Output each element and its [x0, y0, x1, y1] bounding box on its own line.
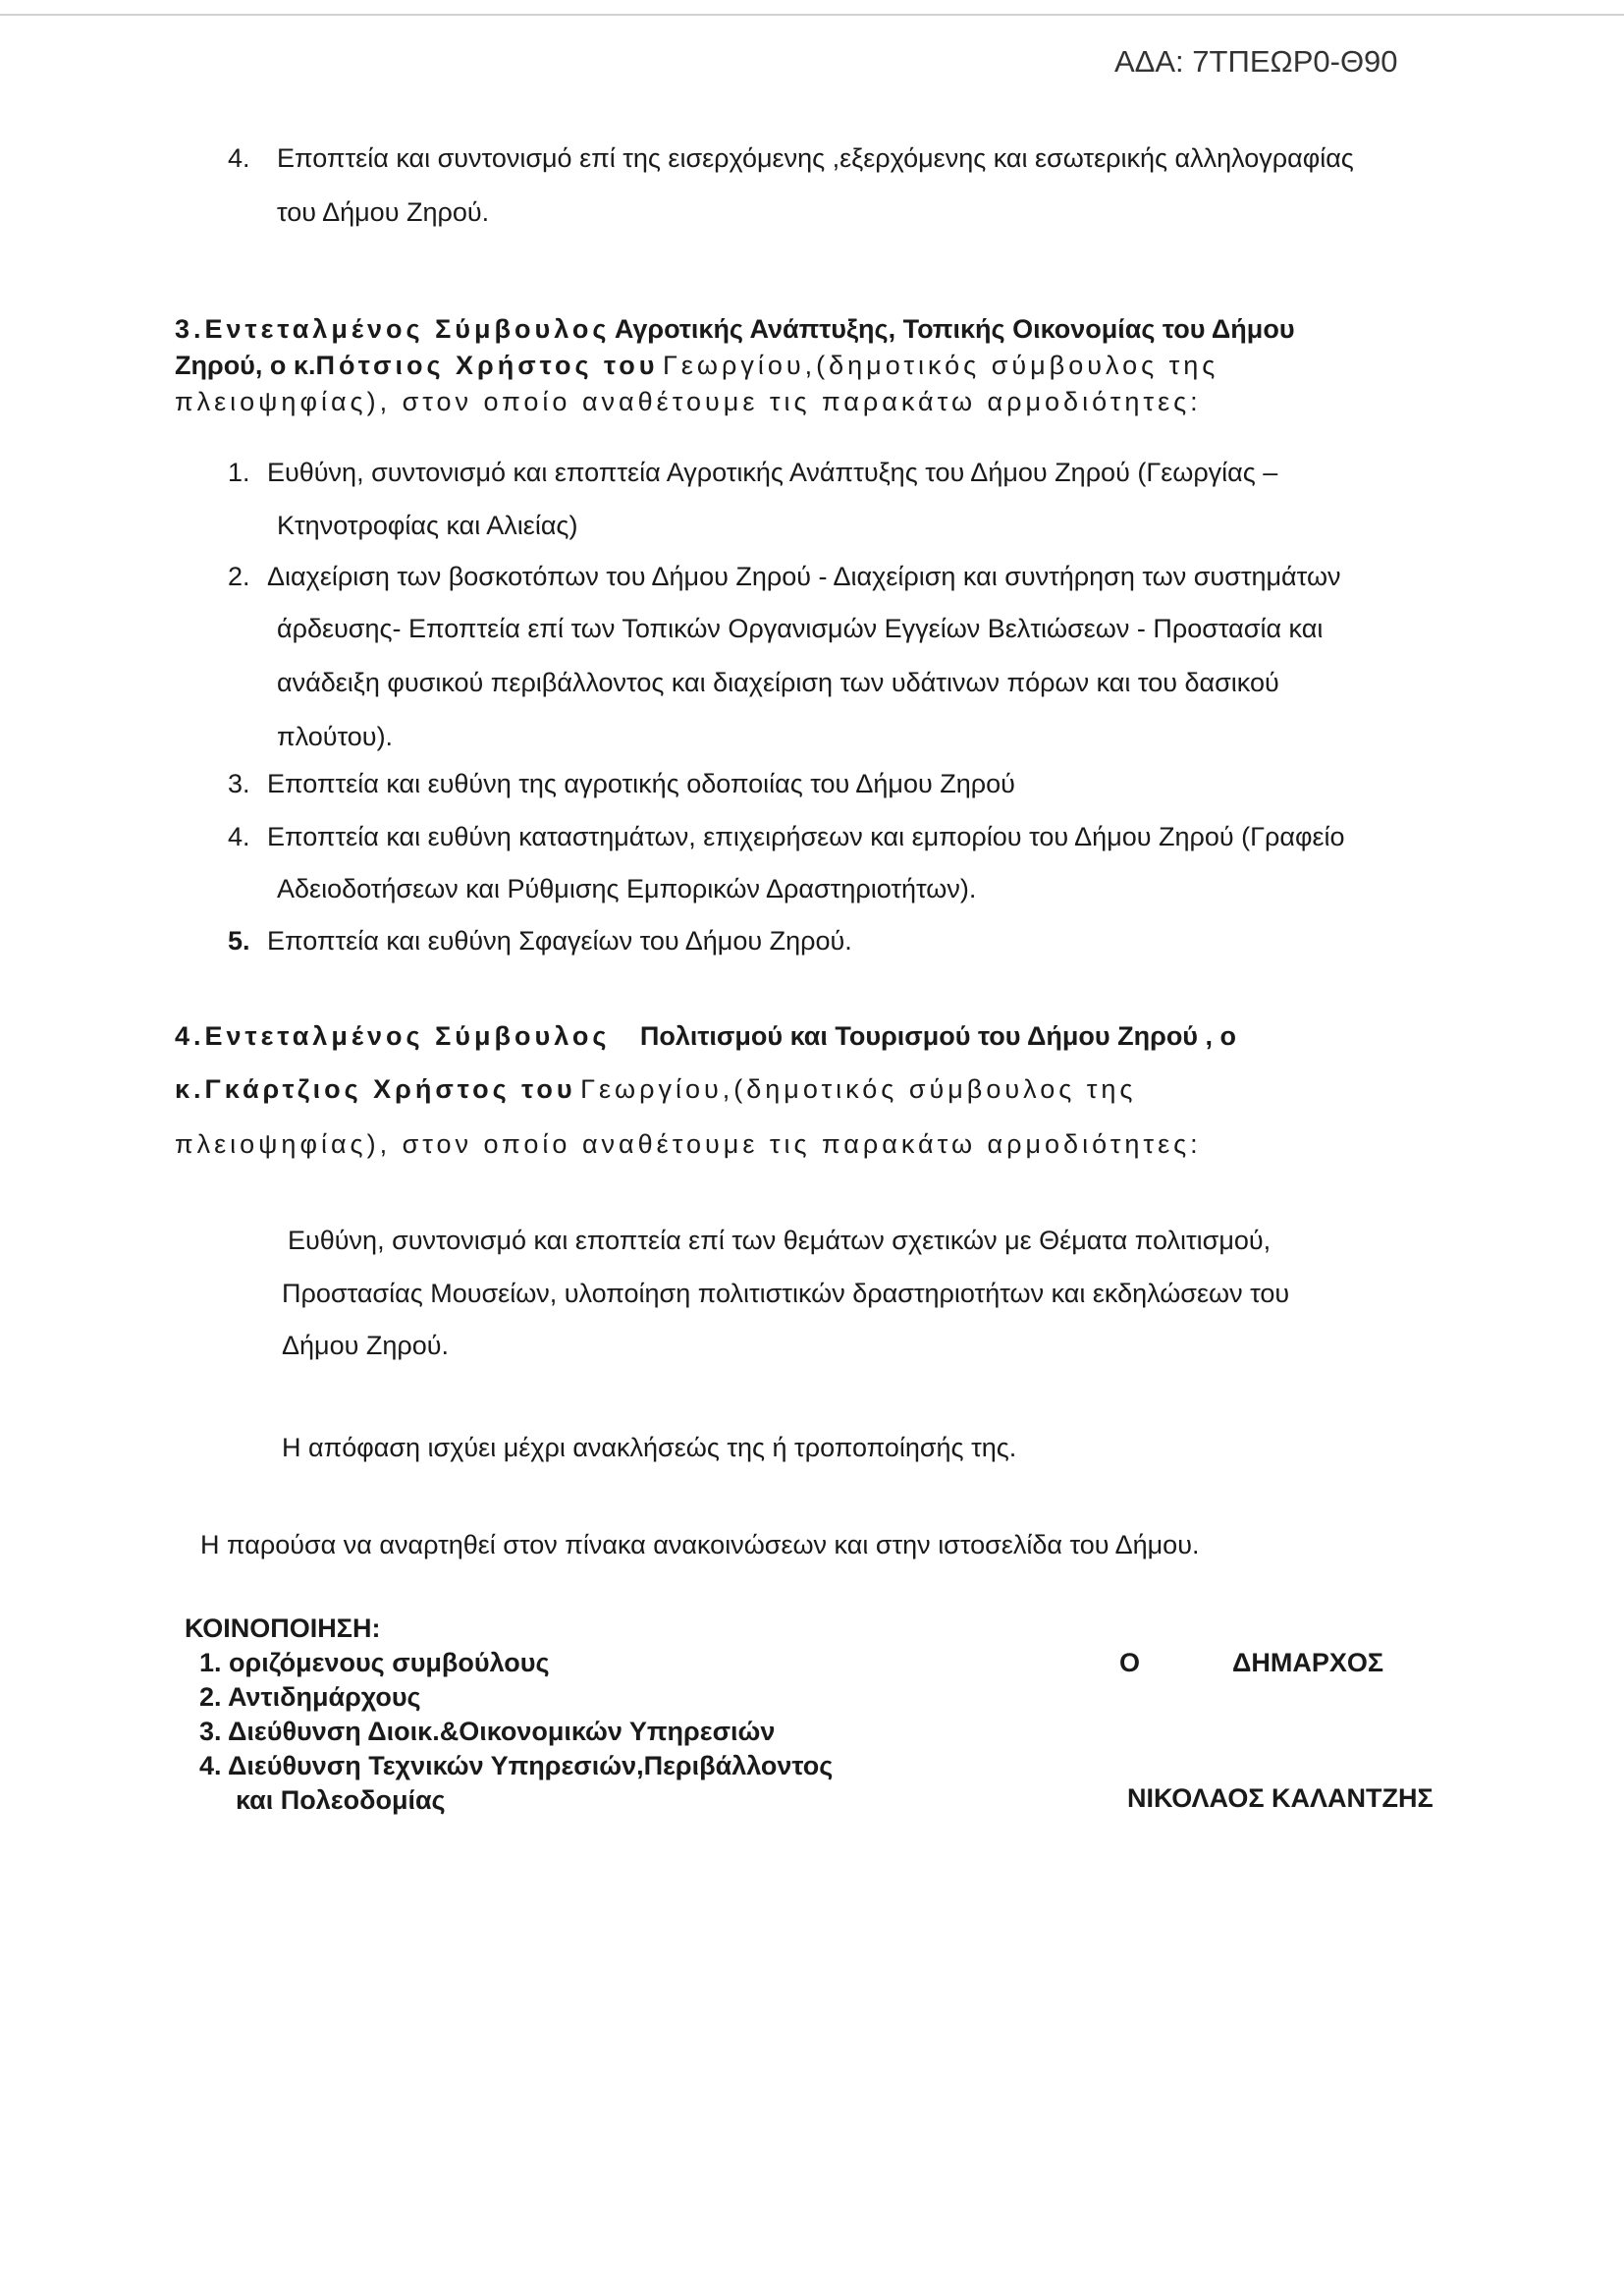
- signature-article: Ο: [1119, 1648, 1141, 1677]
- list-item: [228, 769, 1015, 799]
- section3-councillor-role: Γεωργίου,(δημοτικός σύμβουλος της: [662, 351, 1219, 380]
- section3-heading-prefix: 3.Εντεταλμένος Σύμβουλος: [175, 314, 611, 344]
- list-item-continuation: άρδευσης- Εποπτεία επί των Τοπικών Οργανισμών Εγγείων Βελτιώσεων - Προστασία και: [277, 614, 1324, 643]
- list-item-number: 2.: [228, 562, 250, 591]
- notification-title: ΚΟΙΝΟΠΟΙΗΣΗ:: [185, 1613, 381, 1643]
- section4-paragraph-line-1: Ευθύνη, συντονισμό και εποπτεία επί των θεμάτων σχετικών με Θέματα πολιτισμού,: [288, 1226, 1272, 1255]
- section4-heading-line-3: πλειοψηφίας), στον οποίο αναθέτουμε τις παρακάτω αρμοδιότητες:: [175, 1129, 1202, 1159]
- list-item-text: Εποπτεία και ευθύνη της αγροτικής οδοποιίας του Δήμου Ζηρού: [267, 769, 1015, 798]
- notification-item: 4. Διεύθυνση Τεχνικών Υπηρεσιών,Περιβάλλοντος: [199, 1751, 834, 1780]
- section3-councillor-name: Πότσιος Χρήστος του: [315, 351, 659, 380]
- section4-paragraph-line-3: Δήμου Ζηρού.: [282, 1331, 450, 1360]
- section3-heading-title: Αγροτικής Ανάπτυξης, Τοπικής Οικονομίας του Δήμου: [614, 314, 1295, 344]
- list-item-text: Εποπτεία και ευθύνη καταστημάτων, επιχειρήσεων και εμπορίου του Δήμου Ζηρού (Γραφείο: [267, 822, 1345, 851]
- list-item-number: 1.: [228, 458, 250, 487]
- list-item-continuation: πλούτου).: [277, 722, 394, 751]
- list-item-number: 3.: [228, 769, 250, 798]
- section4-heading-title: Πολιτισμού και Τουρισμού του Δήμου Ζηρού , ο: [639, 1021, 1237, 1051]
- section3-heading-prefix-2: Ζηρού, ο κ.: [175, 351, 316, 380]
- list-item-text: Ευθύνη, συντονισμό και εποπτεία Αγροτικής Ανάπτυξης του Δήμου Ζηρού (Γεωργίας –: [267, 458, 1278, 487]
- list-item-continuation: ανάδειξη φυσικού περιβάλλοντος και διαχείριση των υδάτινων πόρων και του δασικού: [277, 668, 1279, 697]
- posting-statement: Η παρούσα να αναρτηθεί στον πίνακα ανακοινώσεων και στην ιστοσελίδα του Δήμου.: [200, 1530, 1200, 1559]
- section3-heading-line-1: [175, 316, 1295, 343]
- scan-edge-line: [0, 14, 1624, 16]
- list-item: [228, 562, 1341, 592]
- top-item-line-2: του Δήμου Ζηρού.: [277, 197, 490, 227]
- section4-paragraph-line-2: Προστασίας Μουσείων, υλοποίηση πολιτιστικών δραστηριοτήτων και εκδηλώσεων του: [282, 1279, 1290, 1308]
- signature-name: ΝΙΚΟΛΑΟΣ ΚΑΛΑΝΤΖΗΣ: [1127, 1783, 1434, 1813]
- section4-councillor-name: κ.Γκάρτζιος Χρήστος του: [175, 1074, 576, 1104]
- notification-item-continuation: και Πολεοδομίας: [236, 1785, 446, 1815]
- list-item: [228, 926, 852, 957]
- section4-councillor-role: Γεωργίου,(δημοτικός σύμβουλος της: [580, 1074, 1137, 1104]
- list-item-number: 4.: [228, 822, 250, 851]
- section4-heading-line-1: [175, 1023, 1236, 1050]
- signature-title: ΔΗΜΑΡΧΟΣ: [1232, 1648, 1384, 1677]
- list-item-number: 5.: [228, 926, 250, 956]
- notification-item: 1. οριζόμενους συμβούλους: [199, 1648, 550, 1677]
- list-item: [228, 458, 1277, 488]
- section4-heading-prefix: 4.Εντεταλμένος Σύμβουλος: [175, 1021, 611, 1051]
- section3-heading-line-2: [175, 353, 1218, 379]
- section4-heading-line-2: [175, 1076, 1136, 1103]
- list-item-text: Εποπτεία και ευθύνη Σφαγείων του Δήμου Ζηρού.: [267, 926, 852, 956]
- list-item-continuation: Κτηνοτροφίας και Αλιείας): [277, 511, 578, 540]
- validity-statement: Η απόφαση ισχύει μέχρι ανακλήσεώς της ή τροποποίησής της.: [282, 1433, 1017, 1462]
- top-item-number: 4.: [228, 143, 250, 173]
- section3-heading-line-3: πλειοψηφίας), στον οποίο αναθέτουμε τις παρακάτω αρμοδιότητες:: [175, 387, 1202, 416]
- list-item-continuation: Αδειοδοτήσεων και Ρύθμισης Εμπορικών Δραστηριοτήτων).: [277, 874, 977, 903]
- top-item-line-1: Εποπτεία και συντονισμό επί της εισερχόμενης ,εξερχόμενης και εσωτερικής αλληλογραφίας: [277, 143, 1354, 173]
- notification-item: 3. Διεύθυνση Διοικ.&Οικονομικών Υπηρεσιών: [199, 1717, 776, 1746]
- list-item-text: Διαχείριση των βοσκοτόπων του Δήμου Ζηρού - Διαχείριση και συντήρηση των συστημάτων: [267, 562, 1341, 591]
- notification-item: 2. Αντιδημάρχους: [199, 1682, 421, 1712]
- ada-code: ΑΔΑ: 7ΤΠΕΩΡ0-Θ90: [1114, 44, 1398, 79]
- list-item: [228, 822, 1345, 852]
